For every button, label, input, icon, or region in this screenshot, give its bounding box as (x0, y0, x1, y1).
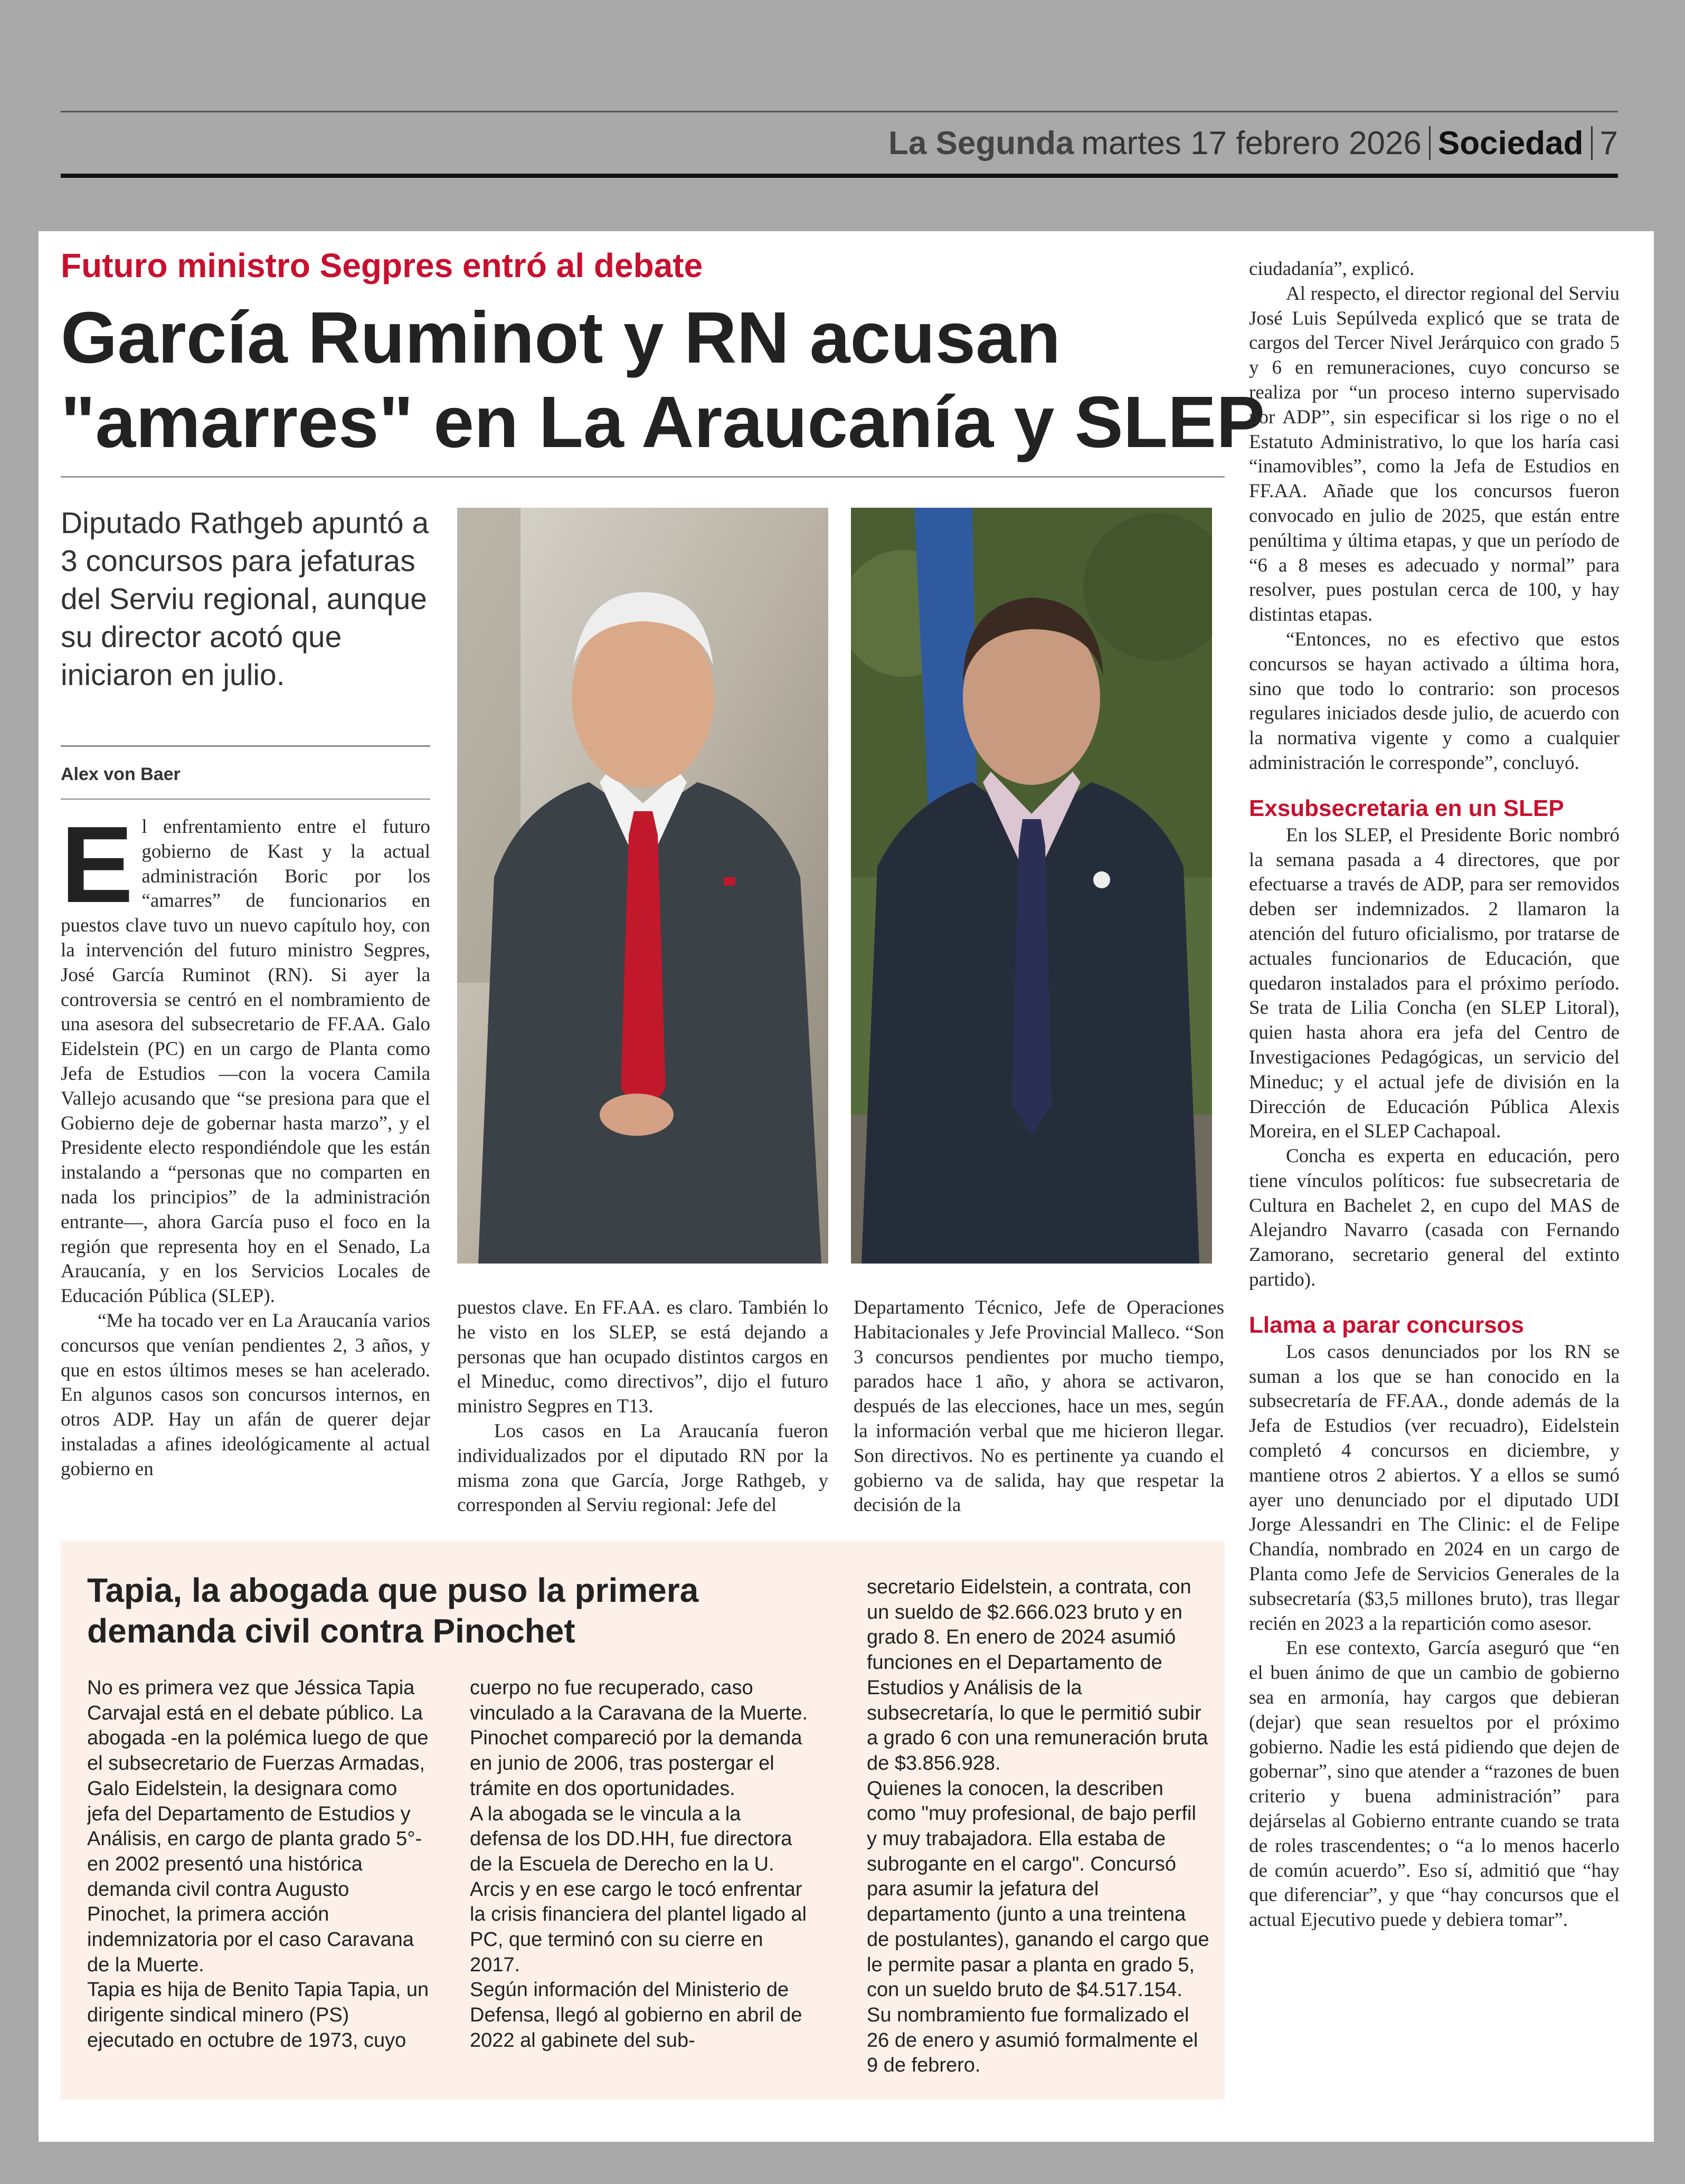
article-paragraph: “Me ha tocado ver en La Araucanía varios concursos que venían pendientes 2, 3 años, y que en estos últimos meses se han acelerado. En algunos casos son concursos internos, en otros ADP. Hay un afán de querer dejar instaladas a afines ideológicamente al actual gobierno en (61, 1309, 430, 1480)
headline-line: "amarres" en La Araucanía y SLEP (61, 382, 1265, 463)
header-divider (1429, 126, 1431, 160)
article-paragraph: “Entonces, no es efectivo que estos concursos se hayan activado a última hora, sino que todo lo contrario: son procesos regulares iniciados desde julio, de acuerdo con la normativa vigente y como a cualquier administración le corresponde”, concluyó. (1249, 628, 1620, 774)
article-paragraph: l enfrentamiento entre el futuro gobierno de Kast y la actual administración Boric por los “amarres” de funcionarios en puestos clave tuvo un nuevo capítulo hoy, con la intervención del futuro ministro Segpres, José García Ruminot (RN). Si ayer la controversia se centró en el nombramiento de una asesora del subsecretario de FF.AA. Galo Eidelstein (PC) en un cargo de Planta como Jefa de Estudios —con la vocera Camila Vallejo acusando que “se presiona para que el Gobierno deje de gobernar hasta marzo”, y el Presidente electo respondiéndole que les están instalando a “personas que no comparten en nada los principios” de la administración entrante—, ahora García puso el foco en la región que representa hoy en el Senado, La Araucanía, y en los Servicios Locales de Educación Pública (SLEP). (61, 816, 430, 1307)
section-name: Sociedad (1437, 125, 1584, 162)
sidebar-paragraph: cuerpo no fue recuperado, caso vinculado a la Caravana de la Muerte. Pinochet compareció por la demanda en junio de 2006, tras postergar el trámite en dos oportunidades. (470, 1677, 808, 1800)
sidebar-paragraph: Tapia es hija de Benito Tapia Tapia, un dirigente sindical minero (PS) ejecutado en octubre de 1973, cuyo (87, 1979, 429, 2052)
byline-rule (61, 799, 430, 800)
page-header (61, 111, 1618, 178)
headline-line: García Ruminot y RN acusan (61, 297, 1061, 378)
article-deck: Diputado Rathgeb apuntó a 3 concursos para jefaturas del Serviu regional, aunque su director acotó que iniciaron en julio. (61, 506, 429, 692)
sidebar-paragraph: Quienes la conocen, la describen como "muy profesional, de bajo perfil y muy trabajadora. Ella estaba de subrogante en el cargo". Concursó para asumir la jefatura del departamento (junto a una treintena de postulantes), ganando el cargo que le permite pasar a planta en grado 5, con un sueldo bruto de $4.517.154. Su nombramiento fue formalizado el 26 de enero y asumió formalmente el 9 de febrero. (867, 1777, 1209, 2077)
article-paragraph: En los SLEP, el Presidente Boric nombró la semana pasada a 4 directores, que por efectuarse a través de ADP, para ser removidos deben ser indemnizados. 2 llamaron la atención del futuro oficialismo, por tratarse de actuales funcionarios de Educación, que quedaron instalados para el próximo período. Se trata de Lilia Concha (en SLEP Litoral), quien hasta ahora era jefa del Centro de Investigaciones Pedagógicas, un servicio del Mineduc; y el actual jefe de división en la Dirección de Educación Pública Alexis Moreira, en el SLEP Cachapoal. (1249, 824, 1620, 1143)
sidebar-paragraph: Según información del Ministerio de Defensa, llegó al gobierno en abril de 2022 al gabinete del sub- (470, 1979, 802, 2052)
portrait-illustration (851, 508, 1212, 1264)
issue-date: martes 17 febrero 2026 (1081, 125, 1422, 162)
article-paragraph: Los casos denunciados por los RN se suman a los que se han conocido en la subsecretaría de FF.AA., donde además de la Jefa de Estudios (ver recuadro), Eidelstein completó 4 concursos en diciembre, y mantiene otros 2 abiertos. Y a ellos se sumó ayer uno denunciado por el diputado UDI Jorge Alessandri en The Clinic: el de Felipe Chandía, nombrado en 2024 en un cargo de Planta como Jefe de Servicios Generales de la subsecretaría ($3,5 millones bruto), tras llegar recién en 2023 a la repartición como asesor. (1249, 1341, 1620, 1635)
article-paragraph: Al respecto, el director regional del Serviu José Luis Sepúlveda explicó que se trata de cargos del Tercer Nivel Jerárquico con grado 5 y 6 en remuneraciones, cuyo concurso se realiza por “un proceso interno supervisado por ADP”, sin especificar si los rige o no el Estatuto Administrativo, lo que los haría casi “inamovibles”, como la Jefa de Estudios en FF.AA. Añade que los concursos fueron convocado en julio de 2025, que están entre penúltima y última etapas, y que un período de “6 a 8 meses es adecuado y normal” para resolver, pues postulan cerca de 100, y hay distintas etapas. (1249, 282, 1620, 626)
sidebar-paragraph: A la abogada se le vincula a la defensa de los DD.HH, fue directora de la Escuela de Derecho en la U. Arcis y en ese cargo le tocó enfrentar la crisis financiera del plantel ligado al PC, que terminó con su cierre en 2017. (470, 1802, 807, 1976)
article-column-3 (854, 1296, 1224, 1541)
photo-garcia-ruminot (457, 508, 828, 1264)
sidebar-column-3 (867, 1575, 1210, 2090)
article-column-2 (457, 1296, 828, 1541)
sidebar-paragraph: No es primera vez que Jéssica Tapia Carvajal está en el debate público. La abogada -en la polémica luego de que el subsecretario de Fuerzas Armadas, Galo Eidelstein, la designara como jefa del Departamento de Estudios y Análisis, en cargo de planta grado 5°- en 2002 presentó una histórica demanda civil contra Augusto Pinochet, la primera acción indemnizatoria por el caso Caravana de la Muerte. (87, 1677, 429, 1976)
sidebar-paragraph: secretario Eidelstein, a contrata, con un sueldo de $2.666.023 bruto y en grado 8. En enero de 2024 asumió funciones en el Departamento de Estudios y Análisis de la subsecretaría, lo que le permitió subir a grado 6 con una remuneración bruta de $3.856.928. (867, 1576, 1208, 1774)
headline-rule (61, 476, 1225, 478)
article-paragraph: Departamento Técnico, Jefe de Operaciones Habitacionales y Jefe Provincial Malleco. “Son 3 concursos pendientes por mucho tiempo, parados hace 1 año, y ahora se activaron, después de las elecciones, hace un mes, según la información verbal que me hicieron llegar. Son directivos. No es pertinente ya cuando el gobierno va de salida, hay que respetar la decisión de la (854, 1297, 1224, 1516)
article-headline (61, 296, 1265, 464)
article-byline: Alex von Baer (61, 764, 181, 784)
publication-name: La Segunda (888, 125, 1074, 162)
sidebar-title: Tapia, la abogada que puso la primera demanda civil contra Pinochet (87, 1571, 699, 1650)
article-paragraph: puestos clave. En FF.AA. es claro. También lo he visto en los SLEP, se está dejando a personas que han ocupado distintos cargos en el Mineduc, como directivos”, dijo el futuro ministro Segpres en T13. (457, 1297, 828, 1418)
article-kicker: Futuro ministro Segpres entró al debate (61, 246, 703, 284)
portrait-illustration (457, 508, 828, 1264)
article-column-1 (61, 815, 430, 1541)
subhead-exsubsecretaria: Exsubsecretaria en un SLEP (1249, 795, 1564, 821)
article-paragraph: Concha es experta en educación, pero tiene vínculos políticos: fue subsecretaria de Cultura en Bachelet 2, en cupo del MAS de Alejandro Navarro (casada con Fernando Zamorano, secretario general del extinto partido). (1249, 1145, 1620, 1291)
article-paragraph: En ese contexto, García aseguró que “en el buen ánimo de que un cambio de gobierno sea en armonía, hay cargos que debieran (dejar) que sean resueltos por el próximo gobierno. Nadie les está pidiendo que dejen de gobernar”, sino que atender a “razones de buen criterio y buena administración” para dejárselas al Gobierno entrante cuando se trata de roles trascendentes; o “a lo menos hacerlo de común acuerdo”. Eso sí, admitió que “hay que diferenciar”, y que “hay concursos que el actual Ejecutivo puede y debiera tomar”. (1249, 1637, 1620, 1931)
article-paragraph: Los casos en La Araucanía fueron individualizados por el diputado RN por la misma zona que García, Jorge Rathgeb, y corresponden al Serviu regional: Jefe del (457, 1420, 828, 1516)
photo-jorge-rathgeb (851, 508, 1212, 1264)
sidebar-column-2 (470, 1676, 813, 2087)
article-paragraph: ciudadanía”, explicó. (1249, 258, 1415, 280)
subhead-llama-a-parar: Llama a parar concursos (1249, 1312, 1524, 1338)
sidebar-column-1 (87, 1676, 430, 2087)
page-number: 7 (1599, 125, 1618, 162)
article-column-4 (1249, 257, 1620, 2115)
header-divider (1591, 126, 1593, 160)
deck-rule (61, 745, 430, 747)
drop-cap: E (61, 815, 134, 925)
